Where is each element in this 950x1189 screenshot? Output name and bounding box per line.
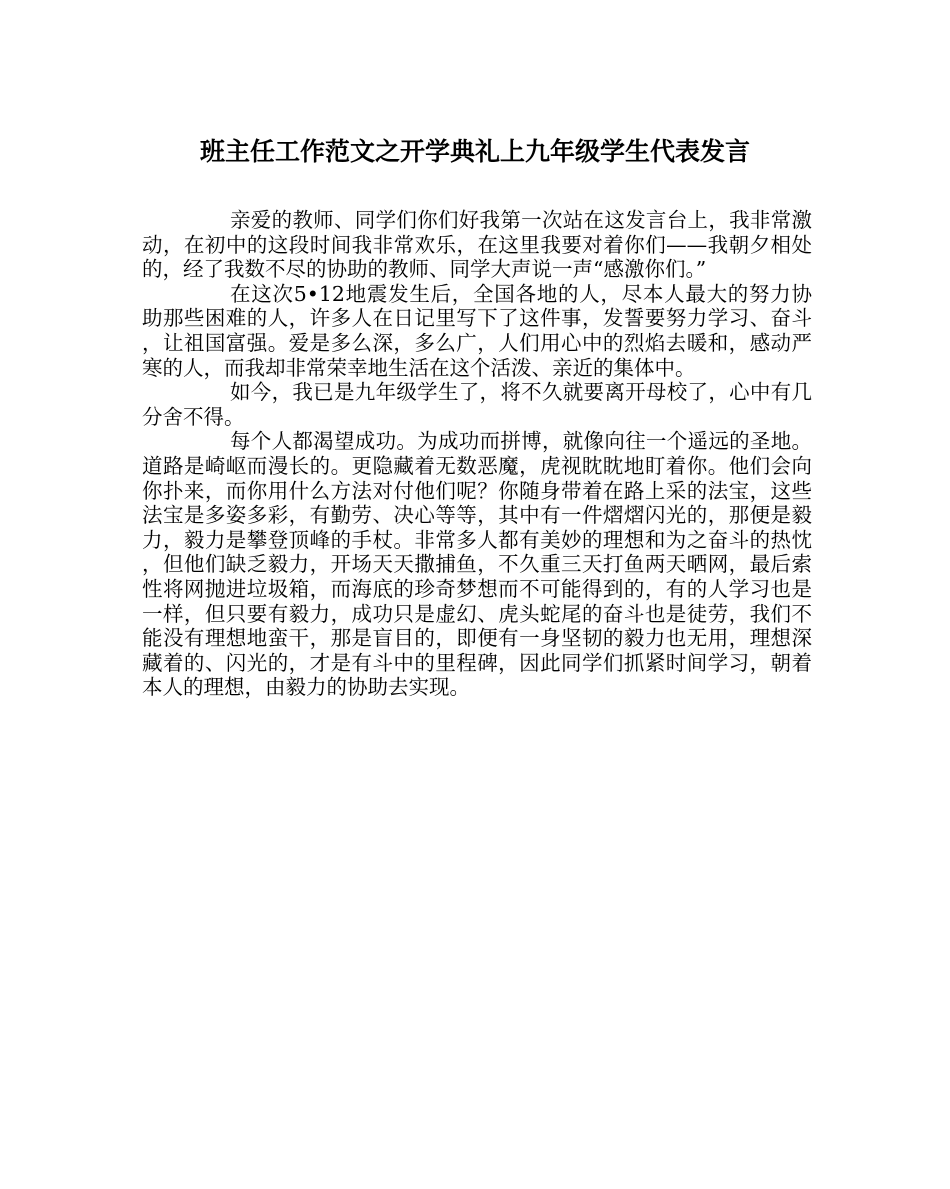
document-body (142, 208, 812, 700)
paragraph-earthquake: 在这次5•12地震发生后，全国各地的人，尽本人最大的努力协助那些困难的人，许多人在日记里写下了这件事，发誓要努力学习、奋斗，让祖国富强。爱是多么深，多么广，人们用心中的烈焰去暖和，感动严寒的人，而我却非常荣幸地生活在这个活泼、亲近的集体中。 (142, 281, 812, 380)
paragraph-graduation: 如今，我已是九年级学生了，将不久就要离开母校了，心中有几分舍不得。 (142, 380, 812, 429)
paragraph-perseverance: 每个人都渴望成功。为成功而拼博，就像向往一个遥远的圣地。道路是崎岖而漫长的。更隐藏着无数恶魔，虎视眈眈地盯着你。他们会向你扑来，而你用什么方法对付他们呢？你随身带着在路上采的法宝，这些法宝是多姿多彩，有勤劳、决心等等，其中有一件熠熠闪光的，那便是毅力，毅力是攀登顶峰的手杖。非常多人都有美妙的理想和为之奋斗的热忱，但他们缺乏毅力，开场天天撒捕鱼，不久重三天打鱼两天晒网，最后索性将网抛进垃圾箱，而海底的珍奇梦想而不可能得到的，有的人学习也是一样，但只要有毅力，成功只是虚幻、虎头蛇尾的奋斗也是徒劳，我们不能没有理想地蛮干，那是盲目的，即便有一身坚韧的毅力也无用，理想深藏着的、闪光的，才是有斗中的里程碑，因此同学们抓紧时间学习，朝着本人的理想，由毅力的协助去实现。 (142, 429, 812, 700)
document-title: 班主任工作范文之开学典礼上九年级学生代表发言 (199, 137, 750, 166)
paragraph-greeting: 亲爱的教师、同学们你们好我第一次站在这发言台上，我非常激动，在初中的这段时间我非常欢乐，在这里我要对着你们——我朝夕相处的，经了我数不尽的协助的教师、同学大声说一声“感激你们。” (142, 208, 812, 282)
